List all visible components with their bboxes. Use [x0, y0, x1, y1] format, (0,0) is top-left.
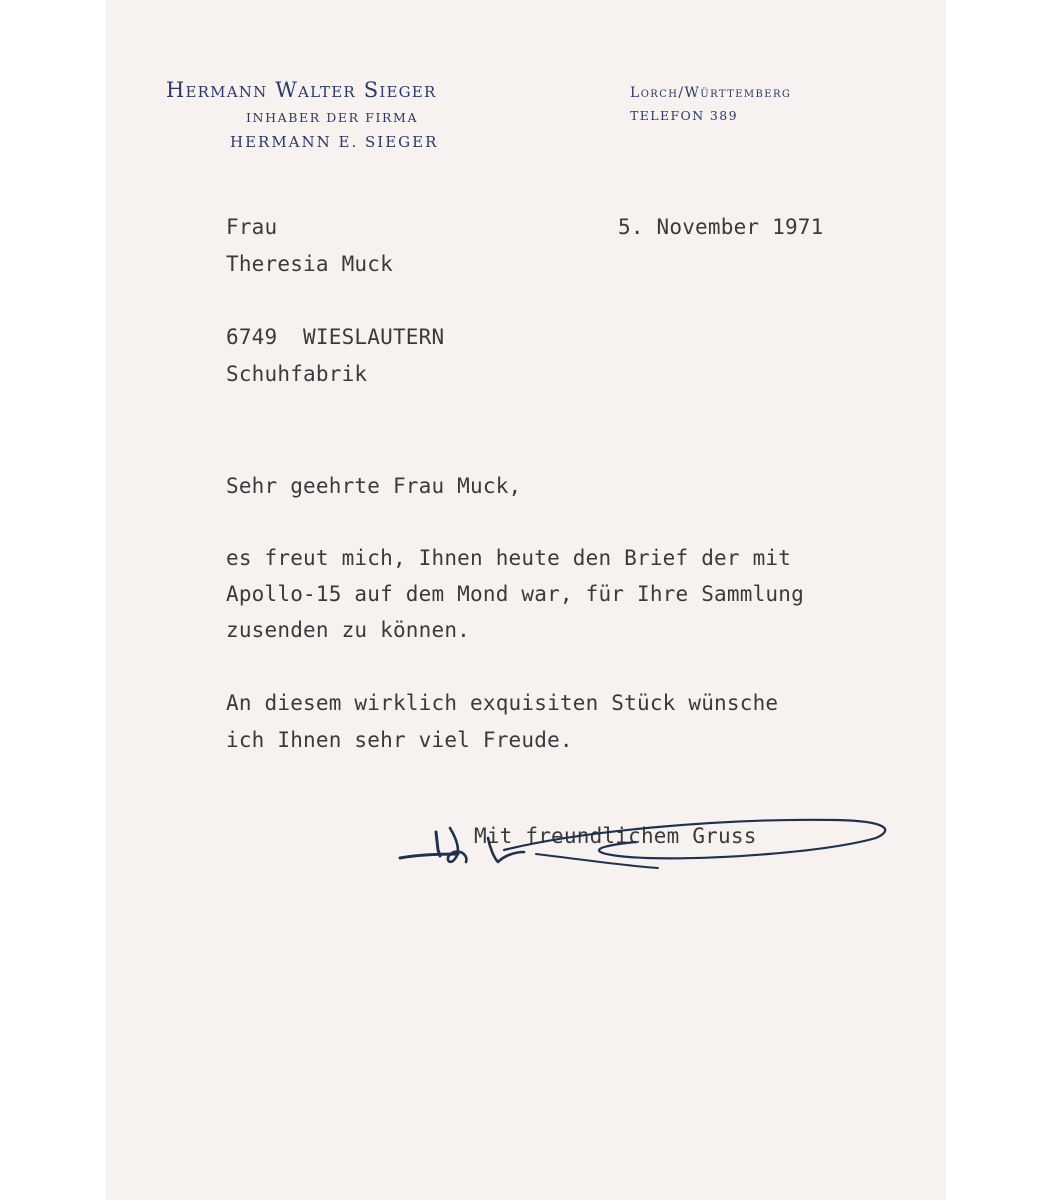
letter-closing: Mit freundlichem Gruss — [474, 824, 757, 848]
recipient-postal-city: 6749 WIESLAUTERN — [226, 325, 445, 349]
signature-stroke — [436, 832, 440, 856]
letterhead-owner-label: INHABER DER FIRMA — [246, 110, 419, 125]
letterhead-phone: TELEFON 389 — [630, 108, 738, 123]
paragraph1-line: es freut mich, Ihnen heute den Brief der mit — [226, 546, 792, 570]
signature-stroke — [448, 828, 466, 862]
letterhead-company: HERMANN E. SIEGER — [230, 133, 439, 151]
paragraph2-line: ich Ihnen sehr viel Freude. — [226, 728, 573, 752]
letterhead-name: Hermann Walter Sieger — [166, 78, 437, 102]
signature-stroke — [536, 854, 658, 868]
signature-stroke — [504, 820, 885, 858]
paragraph2-line: An diesem wirklich exquisiten Stück wünsche — [226, 691, 779, 715]
letter-date: 5. November 1971 — [618, 215, 824, 239]
letterhead-city: Lorch/Württemberg — [630, 85, 792, 101]
recipient-title: Frau — [226, 215, 278, 239]
paragraph1-line: Apollo-15 auf dem Mond war, für Ihre Sammlung — [226, 582, 804, 606]
letter-greeting: Sehr geehrte Frau Muck, — [226, 474, 522, 498]
handwritten-signature — [396, 808, 896, 878]
recipient-name: Theresia Muck — [226, 252, 393, 276]
recipient-company: Schuhfabrik — [226, 362, 368, 386]
paragraph1-line: zusenden zu können. — [226, 618, 471, 642]
